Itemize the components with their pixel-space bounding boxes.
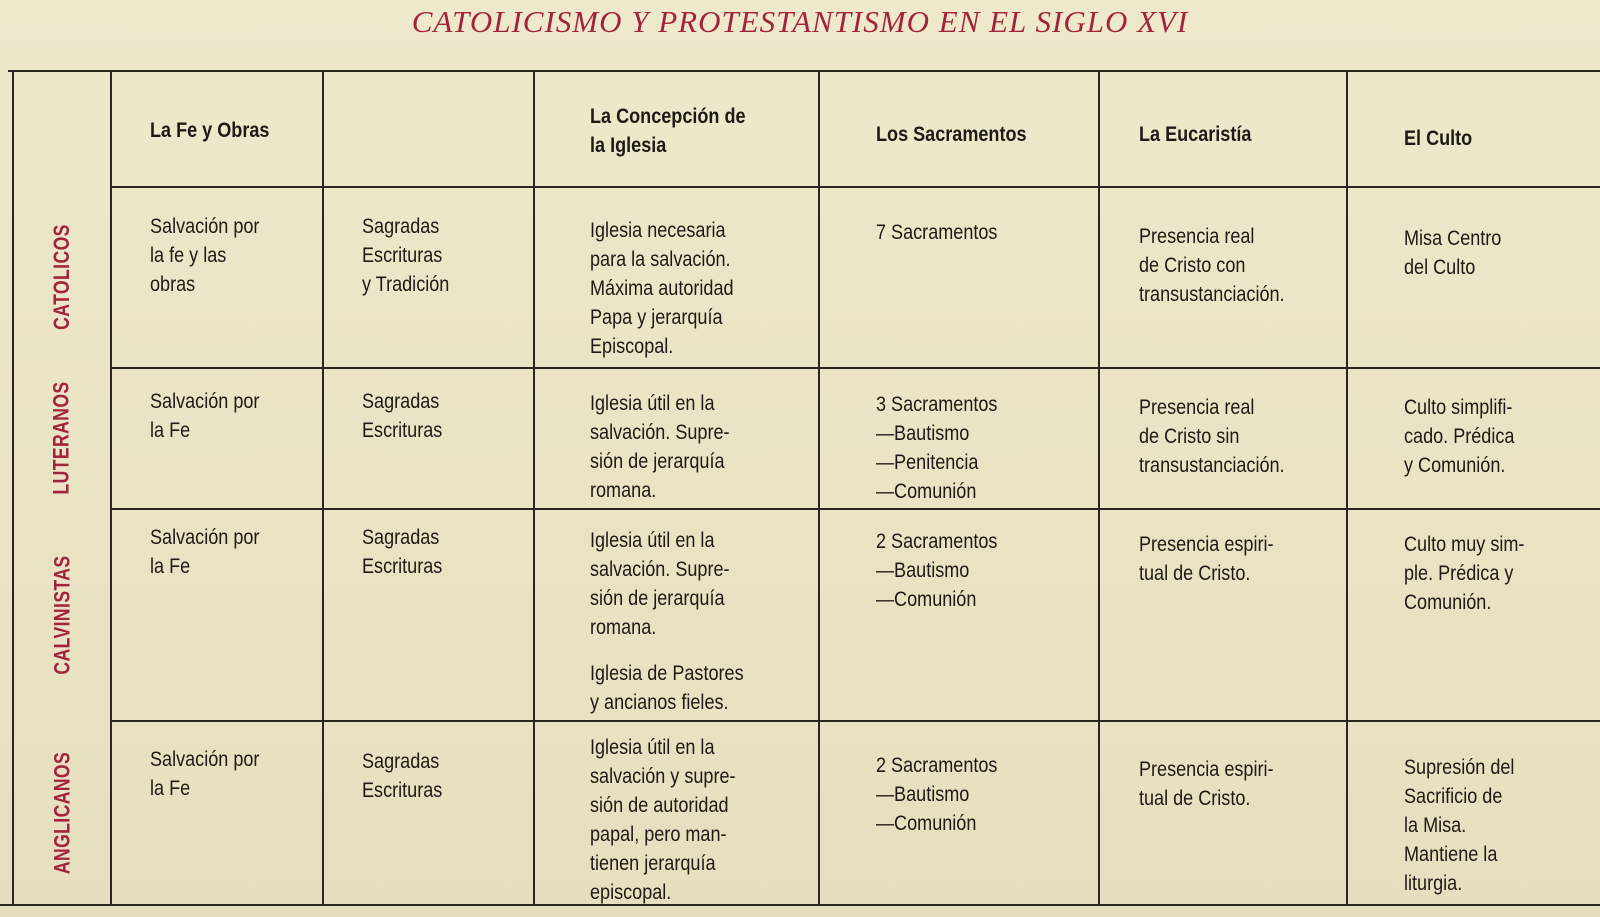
column-divider [818, 72, 820, 904]
column-divider [322, 72, 324, 904]
row-label-text: LUTERANOS [49, 381, 75, 495]
table-cell: Presencia real de Cristo sin transustanciación. [1139, 396, 1285, 477]
column-divider [533, 72, 535, 904]
column-divider [110, 72, 112, 904]
table-bottom-rule [0, 904, 1600, 906]
table-cell: Salvación por la Fe [150, 390, 260, 442]
column-header-fe-obras: La Fe y Obras [150, 119, 270, 142]
table-cell: Supresión del Sacrificio de la Misa. Mantiene la liturgia. [1404, 756, 1515, 895]
table-cell: Iglesia útil en la salvación. Supre- sión de jerarquía romana. [590, 392, 730, 502]
table-cell: 2 Sacramentos —Bautismo —Comunión [876, 754, 998, 835]
row-label-anglicanos [14, 722, 110, 903]
column-header-culto: El Culto [1404, 127, 1473, 150]
row-label-text: CATOLICOS [49, 224, 74, 330]
row-label-luteranos [14, 369, 110, 507]
table-cell: Presencia espiri- tual de Cristo. [1139, 533, 1274, 585]
table-cell: Salvación por la fe y las obras [150, 215, 260, 296]
table-cell: Iglesia útil en la salvación y supre- sión de autoridad papal, pero man- tienen jerarquía episcopal. [590, 736, 736, 904]
table-cell: Misa Centro del Culto [1404, 227, 1502, 279]
table-cell: Sagradas Escrituras y Tradición [362, 215, 450, 296]
table-cell: Salvación por la Fe [150, 526, 260, 578]
table-cell: 3 Sacramentos —Bautismo —Penitencia —Comunión [876, 393, 998, 503]
column-header-eucaristia: La Eucaristía [1139, 123, 1252, 146]
table-cell: Sagradas Escrituras [362, 390, 443, 442]
table-top-rule [8, 70, 1600, 72]
column-header-iglesia: La Concepción de la Iglesia [590, 105, 746, 157]
table-cell: Salvación por la Fe [150, 748, 260, 800]
row-label-catolicos [14, 188, 110, 366]
row-label-calvinistas [14, 510, 110, 719]
table-cell: Culto simplifi- cado. Prédica y Comunión. [1404, 396, 1515, 477]
table-cell: Presencia real de Cristo con transustanciación. [1139, 225, 1285, 306]
table-cell: 7 Sacramentos [876, 221, 998, 244]
row-label-text: CALVINISTAS [49, 554, 75, 675]
table-cell: Presencia espiri- tual de Cristo. [1139, 758, 1274, 810]
table-cell: Iglesia útil en la salvación. Supre- sión de jerarquía romana. [590, 529, 730, 639]
header-divider [110, 186, 1600, 188]
table-cell: Iglesia necesaria para la salvación. Máxima autoridad Papa y jerarquía Episcopal. [590, 219, 734, 358]
column-header-sacramentos: Los Sacramentos [876, 123, 1027, 146]
row-divider [110, 508, 1600, 510]
column-divider [1098, 72, 1100, 904]
table-cell: Culto muy sim- ple. Prédica y Comunión. [1404, 533, 1525, 614]
row-label-text: ANGLICANOS [49, 751, 75, 874]
row-divider [110, 367, 1600, 369]
page-title: CATOLICISMO Y PROTESTANTISMO EN EL SIGLO XVI [411, 4, 1189, 39]
column-divider [1346, 72, 1348, 904]
table-cell: Iglesia de Pastores y ancianos fieles. [590, 662, 744, 714]
table-cell: 2 Sacramentos —Bautismo —Comunión [876, 530, 998, 611]
table-cell: Sagradas Escrituras [362, 750, 443, 802]
table-cell: Sagradas Escrituras [362, 526, 443, 578]
row-divider [110, 720, 1600, 722]
